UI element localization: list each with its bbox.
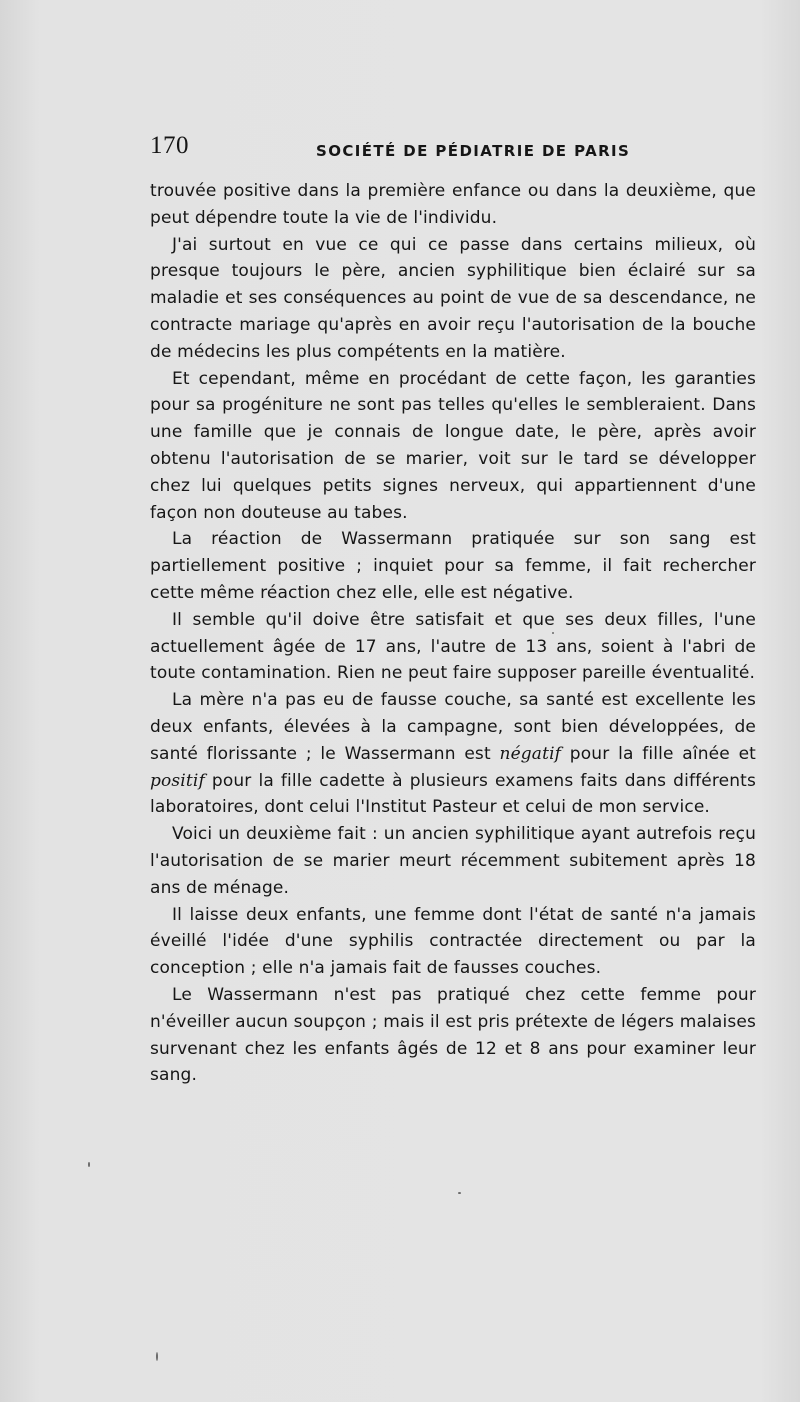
paragraph-8: Il laisse deux enfants, une femme dont l'état de santé n'a jamais éveillé l'idée d'une syphilis contractée directement ou par la conception ; elle n'a jamais fait de fausses couches. [150, 904, 756, 979]
paragraph-1: trouvée positive dans la première enfance ou dans la deuxième, que peut dépendre toute la vie de l'individu. [150, 181, 756, 228]
paragraph-5: Il semble qu'il doive être satisfait et que ses deux filles, l'une actuellement âgée de 17 ans, l'autre de 13 ans, soient à l'abri de toute contamination. Rien ne peut faire supposer pareille éventualité. [150, 609, 756, 684]
italic-negatif: négatif [499, 743, 562, 764]
paragraph-9: Le Wassermann n'est pas pratiqué chez cette femme pour n'éveiller aucun soupçon ; mais il est pris prétexte de légers malaises survenant chez les enfants âgés de 12 et 8 ans pour examiner leur sang. [150, 984, 756, 1086]
paragraph-7: Voici un deuxième fait : un ancien syphilitique ayant autrefois reçu l'autorisation de se marier meurt récemment subitement après 18 ans de ménage. [150, 824, 756, 898]
running-title: SOCIÉTÉ DE PÉDIATRIE DE PARIS [316, 142, 631, 160]
paragraph-6-text-c: pour la fille cadette à plusieurs examens faits dans différents laboratoires, dont celui l'Institut Pasteur et celui de mon service. [150, 770, 756, 818]
page-header [150, 132, 760, 164]
page-number: 170 [150, 132, 189, 159]
body-text [150, 178, 756, 1089]
paper-speck [458, 1192, 461, 1194]
paragraph-6-text-b: pour la fille aînée et [561, 743, 756, 764]
paragraph-6-text-a: La mère n'a pas eu de fausse couche, sa santé est excellente les deux enfants, élevées à la campagne, sont bien développées, de santé florissante ; le Wassermann est [150, 690, 756, 764]
paper-speck [552, 632, 554, 634]
paper-speck [88, 1162, 90, 1167]
paper-speck [156, 1352, 158, 1361]
paragraph-6 [150, 687, 756, 821]
paragraph-2: J'ai surtout en vue ce qui ce passe dans certains milieux, où presque toujours le père, ancien syphilitique bien éclairé sur sa maladie et ses conséquences au point de vue de sa descendance, ne contracte mariage qu'après en avoir reçu l'autorisation de la bouche de médecins les plus compétents en la matière. [150, 234, 756, 362]
italic-positif: positif [150, 770, 205, 791]
paragraph-4: La réaction de Wassermann pratiquée sur son sang est partiellement positive ; inquiet pour sa femme, il fait rechercher cette même réaction chez elle, elle est négative. [150, 529, 756, 603]
paragraph-3: Et cependant, même en procédant de cette façon, les garanties pour sa progéniture ne sont pas telles qu'elles le sembleraient. Dans une famille que je connais de longue date, le père, après avoir obtenu l'autorisation de se marier, voit sur le tard se développer chez lui quelques petits signes nerveux, qui appartiennent d'une façon non douteuse au tabes. [150, 368, 756, 523]
